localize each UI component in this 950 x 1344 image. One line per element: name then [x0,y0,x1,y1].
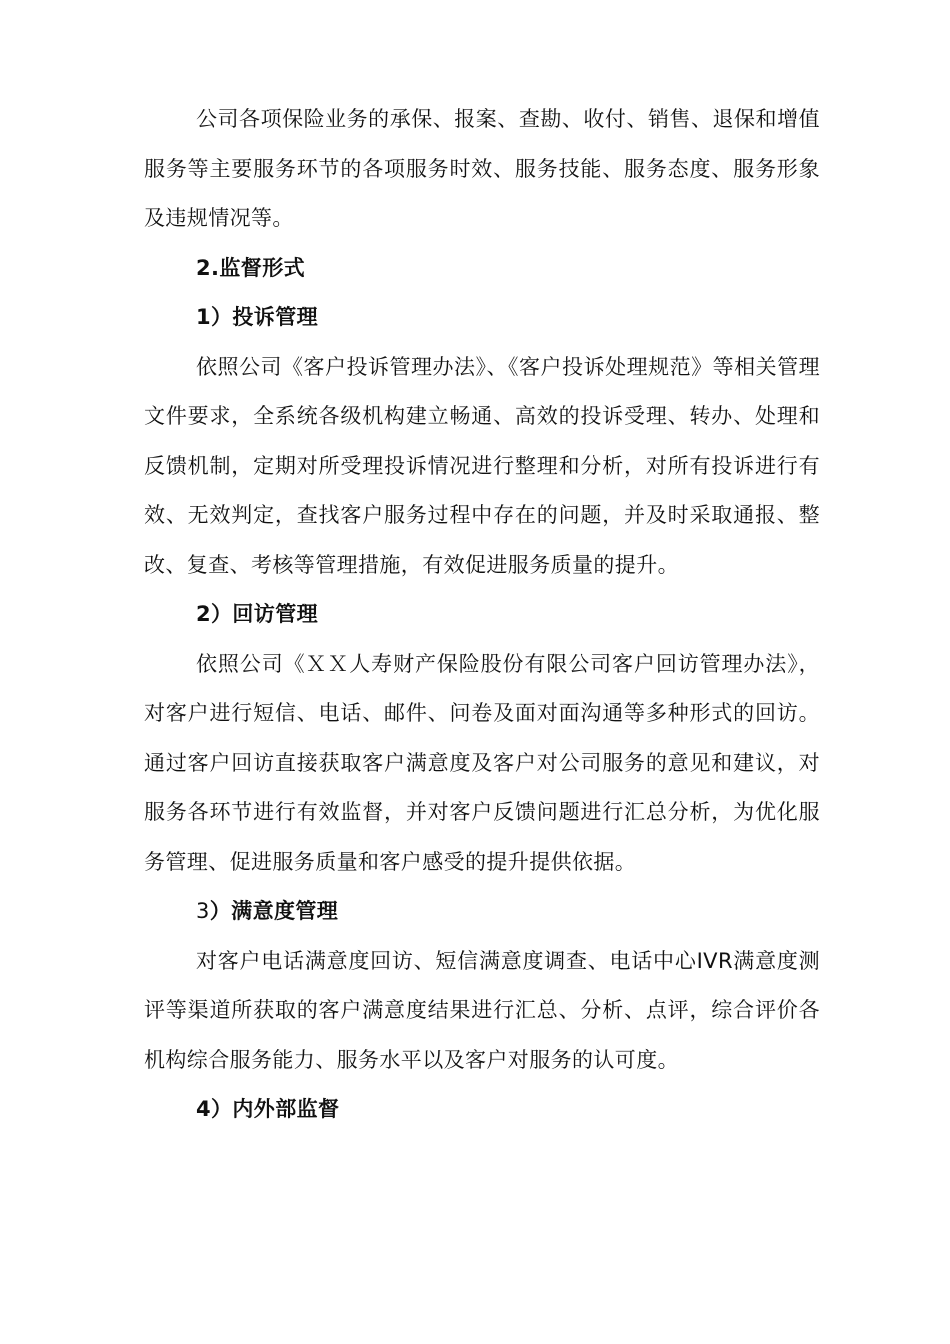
paragraph-complaint-management: 依照公司《客户投诉管理办法》、《客户投诉处理规范》等相关管理文件要求，全系统各级机构建立畅通、高效的投诉受理、转办、处理和反馈机制，定期对所受理投诉情况进行整理和分析，对所有投诉进行有效、无效判定，查找客户服务过程中存在的问题，并及时采取通报、整改、复查、考核等管理措施，有效促进服务质量的提升。 [144,354,820,577]
heading-internal-external-supervision: 4）内外部监督 [196,1097,340,1121]
heading-complaint-management: 1）投诉管理 [196,305,319,329]
heading-callback-management: 2）回访管理 [196,602,319,626]
heading-satisfaction-management [144,887,820,937]
heading-supervision-form: 2.监督形式 [196,255,305,280]
document-body [144,95,820,1135]
paragraph-callback-management: 依照公司《ＸＸ人寿财产保险股份有限公司客户回访管理办法》，对客户进行短信、电话、邮件、问卷及面对面沟通等多种形式的回访。通过客户回访直接获取客户满意度及客户对公司服务的意见和建议，对服务各环节进行有效监督，并对客户反馈问题进行汇总分析，为优化服务管理、促进服务质量和客户感受的提升提供依据。 [144,651,820,874]
paragraph-satisfaction-management: 对客户电话满意度回访、短信满意度调查、电话中心IVR满意度测评等渠道所获取的客户满意度结果进行汇总、分析、点评，综合评价各机构综合服务能力、服务水平以及客户对服务的认可度。 [144,948,820,1072]
paragraph-service-scope: 公司各项保险业务的承保、报案、查勘、收付、销售、退保和增值服务等主要服务环节的各项服务时效、服务技能、服务态度、服务形象及违规情况等。 [144,107,820,230]
heading-label: ）满意度管理 [209,899,339,923]
heading-number: 3 [196,899,210,923]
